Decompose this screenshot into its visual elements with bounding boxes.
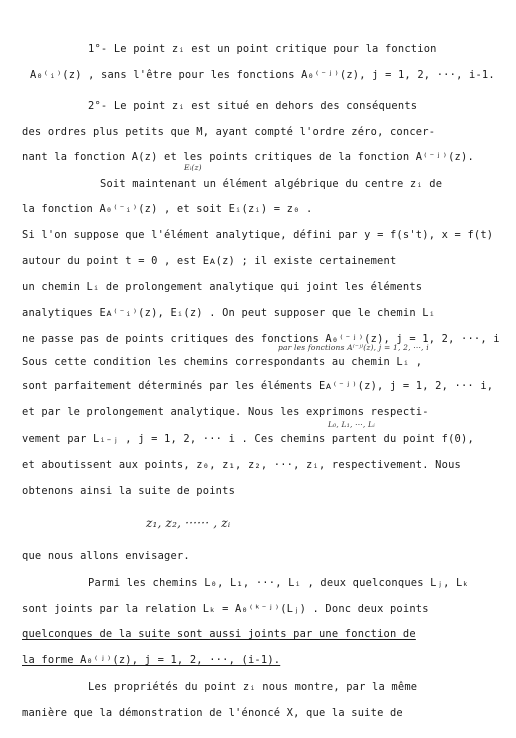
text-line-7: la fonction A₀⁽⁻ᵢ⁾(z) , et soit Eᵢ(zᵢ) = z₀ . [22,203,313,215]
point-sequence: z₁, z₂, ······ , zᵢ [146,516,231,530]
text-line-23-underlined: la forme A₀⁽ʲ⁾(z), j = 1, 2, ···, (i-1). [22,654,281,666]
text-line-11: analytiques Eᴀ⁽⁻ᵢ⁾(z), Eᵢ(z) . On peut supposer que le chemin Lᵢ [22,307,436,319]
text-line-4: des ordres plus petits que M, ayant compté l'ordre zéro, concer- [22,126,436,138]
text-line-22-underlined: quelconques de la suite sont aussi joints par une fonction de [22,628,416,640]
text-line-9: autour du point t = 0 , est Eᴀ(z) ; il existe certainement [22,255,397,267]
text-line-15: et par le prolongement analytique. Nous les exprimons respecti- [22,406,429,418]
text-line-5: nant la fonction A(z) et les points critiques de la fonction A⁽⁻ʲ⁾(z). [22,151,474,163]
text-line-25: manière que la démonstration de l'énoncé X, que la suite de [22,707,403,719]
text-line-8: Si l'on suppose que l'élément analytique, défini par y = f(s't), x = f(t) [22,229,494,241]
text-line-3: 2°- Le point zᵢ est situé en dehors des conséquents [88,100,418,112]
text-line-6: Soit maintenant un élément algébrique du centre zᵢ de [100,178,443,190]
text-line-10: un chemin Lᵢ de prolongement analytique qui joint les éléments [22,281,423,293]
handwritten-ez-annotation: Eᵢ(z) [184,163,202,172]
text-line-14: sont parfaitement déterminés par les éléments Eᴀ⁽⁻ʲ⁾(z), j = 1, 2, ··· i, [22,380,494,392]
handwritten-paths-annotation: L₀, L₁, ···, Lᵢ [328,420,375,429]
text-line-12: ne passe pas de points critiques des fonctions A₀⁽⁻ʲ⁾(z), j = 1, 2, ···, i [22,333,500,345]
text-line-13: Sous cette condition les chemins correspondants au chemin Lᵢ , [22,356,423,368]
text-line-16: vement par Lᵢ₋ⱼ , j = 1, 2, ··· i . Ces chemins partent du point f(0), [22,433,474,445]
text-line-1: 1°- Le point zᵢ est un point critique pour la fonction [88,43,437,55]
text-line-20: Parmi les chemins L₀, L₁, ···, Lᵢ , deux quelconques Lⱼ, Lₖ [88,577,469,589]
text-line-18: obtenons ainsi la suite de points [22,485,236,497]
text-line-21: sont joints par la relation Lₖ = A₀⁽ᵏ⁻ʲ⁾(Lⱼ) . Donc deux points [22,603,429,615]
text-line-24: Les propriétés du point zᵢ nous montre, par la même [88,681,418,693]
handwritten-par-les-fonctions: par les fonctions A⁽⁻ʲ⁾(z), j = 1, 2, ···, i [278,343,429,352]
text-line-19: que nous allons envisager. [22,550,190,562]
text-line-2: A₀⁽ᵢ⁾(z) , sans l'être pour les fonctions A₀⁽⁻ʲ⁾(z), j = 1, 2, ···, i-1. [30,69,495,81]
text-line-17: et aboutissent aux points, z₀, z₁, z₂, ···, zᵢ, respectivement. Nous [22,459,461,471]
